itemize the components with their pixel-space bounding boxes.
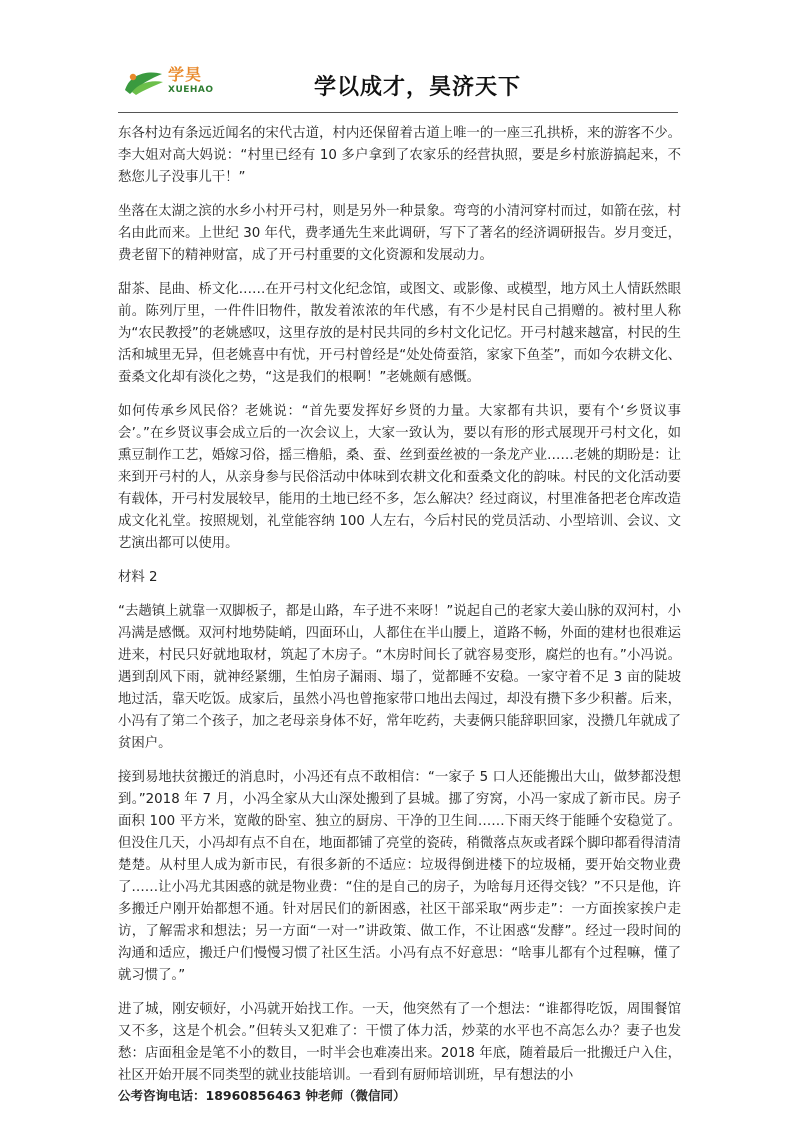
logo-english-text: XUEHAO <box>168 85 214 95</box>
header-divider <box>118 112 678 113</box>
footer-contact: 公考咨询电话：18960856463 钟老师（微信同） <box>118 1088 406 1103</box>
paragraph: 如何传承乡风民俗？老姚说：“首先要发挥好乡贤的力量。大家都有共识，要有个‘乡贤议事会’。”在乡贤议事会成立后的一次会议上，大家一致认为，要以有形的形式展现开弓村文化，如熏豆制作工艺，婚嫁习俗，摇三橹船，桑、蚕、丝到蚕丝被的一条龙产业……老姚的期盼是：让来到开弓村的人，从亲身参与民俗活动中体味到农耕文化和蚕桑文化的韵味。村民的文化活动要有载体，开弓村发展较早，能用的土地已经不多，怎么解决？经过商议，村里准备把老仓库改造成文化礼堂。按照规划，礼堂能容纳 100 人左右，今后村民的党员活动、小型培训、会议、文艺演出都可以使用。 <box>118 404 681 551</box>
paragraph: 东各村边有条远近闻名的宋代古道，村内还保留着古道上唯一的一座三孔拱桥，来的游客不少。李大姐对高大妈说：“村里已经有 10 多户拿到了农家乐的经营执照，要是乡村旅游搞起来，不愁您儿子没事儿干！” <box>118 126 681 185</box>
paragraph: “去趟镇上就靠一双脚板子，都是山路，车子进不来呀！”说起自己的老家大姜山脉的双河村，小冯满是感慨。双河村地势陡峭，四面环山，人都住在半山腰上，道路不畅，外面的建材也很难运进来，村民只好就地取材，筑起了木房子。“木房时间长了就容易变形，腐烂的也有。”小冯说。遇到刮风下雨，就神经紧绷，生怕房子漏雨、塌了，觉都睡不安稳。一家守着不足 3 亩的陡坡地过活，靠天吃饭。成家后，虽然小冯也曾拖家带口地出去闯过，却没有攒下多少积蓄。后来，小冯有了第二个孩子，加之老母亲身体不好，常年吃药，夫妻俩只能辞职回家，没攒几年就成了贫困户。 <box>118 604 681 751</box>
header-slogan: 学以成才，昊济天下 <box>314 75 522 100</box>
page-header <box>118 56 678 112</box>
article-body <box>118 123 681 1099</box>
paragraph: 接到易地扶贫搬迁的消息时，小冯还有点不敢相信：“一家子 5 口人还能搬出大山，做梦都没想到。”2018 年 7 月，小冯全家从大山深处搬到了县城。挪了穷窝，小冯一家成了新市民。房子面积 100 平方米，宽敞的卧室、独立的厨房、干净的卫生间……下雨天终于能睡个安稳觉了。但没住几天，小冯却有点不自在，地面都铺了亮堂的瓷砖，稍微落点灰或者踩个脚印都看得清清楚楚。从村里人成为新市民，有很多新的不适应：垃圾得倒进楼下的垃圾桶，要开始交物业费了……让小冯尤其困惑的就是物业费：“住的是自己的房子，为啥每月还得交钱？”不只是他，许多搬迁户刚开始都想不通。针对居民们的新困惑，社区干部采取“两步走”：一方面挨家挨户走访，了解需求和想法；另一方面“一对一”讲政策、做工作，不让困惑“发酵”。经过一段时间的沟通和适应，搬迁户们慢慢习惯了社区生活。小冯有点不好意思：“啥事儿都有个过程嘛，懂了就习惯了。” <box>118 770 681 983</box>
logo-chinese-text: 学昊 <box>168 65 203 84</box>
section-heading: 材料 2 <box>118 570 158 585</box>
paragraph: 甜茶、昆曲、桥文化……在开弓村文化纪念馆，或图文、或影像、或模型，地方风土人情跃然眼前。陈列厅里，一件件旧物件，散发着浓浓的年代感，有不少是村民自己捐赠的。被村里人称为“农民教授”的老姚感叹，这里存放的是村民共同的乡村文化记忆。开弓村越来越富，村民的生活和城里无异，但老姚喜中有忧，开弓村曾经是“处处倚蚕箔，家家下鱼荃”，而如今农耕文化、蚕桑文化却有淡化之势，“这是我们的根啊！”老姚颇有感慨。 <box>118 282 681 385</box>
paragraph: 进了城，刚安顿好，小冯就开始找工作。一天，他突然有了一个想法：“谁都得吃饭，周围餐馆又不多，这是个机会。”但转头又犯难了：干惯了体力活，炒菜的水平也不高怎么办？妻子也发愁：店面租金是笔不小的数目，一时半会也难凑出来。2018 年底，随着最后一批搬迁户入住，社区开始开展不同类型的就业技能培训。一看到有厨师培训班，早有想法的小 <box>118 1002 681 1083</box>
leaf-logo-icon <box>122 68 166 96</box>
brand-logo <box>118 58 218 108</box>
paragraph: 坐落在太湖之滨的水乡小村开弓村，则是另外一种景象。弯弯的小清河穿村而过，如箭在弦，村名由此而来。上世纪 30 年代，费孝通先生来此调研，写下了著名的经济调研报告。岁月变迁，费老留下的精神财富，成了开弓村重要的文化资源和发展动力。 <box>118 204 681 263</box>
